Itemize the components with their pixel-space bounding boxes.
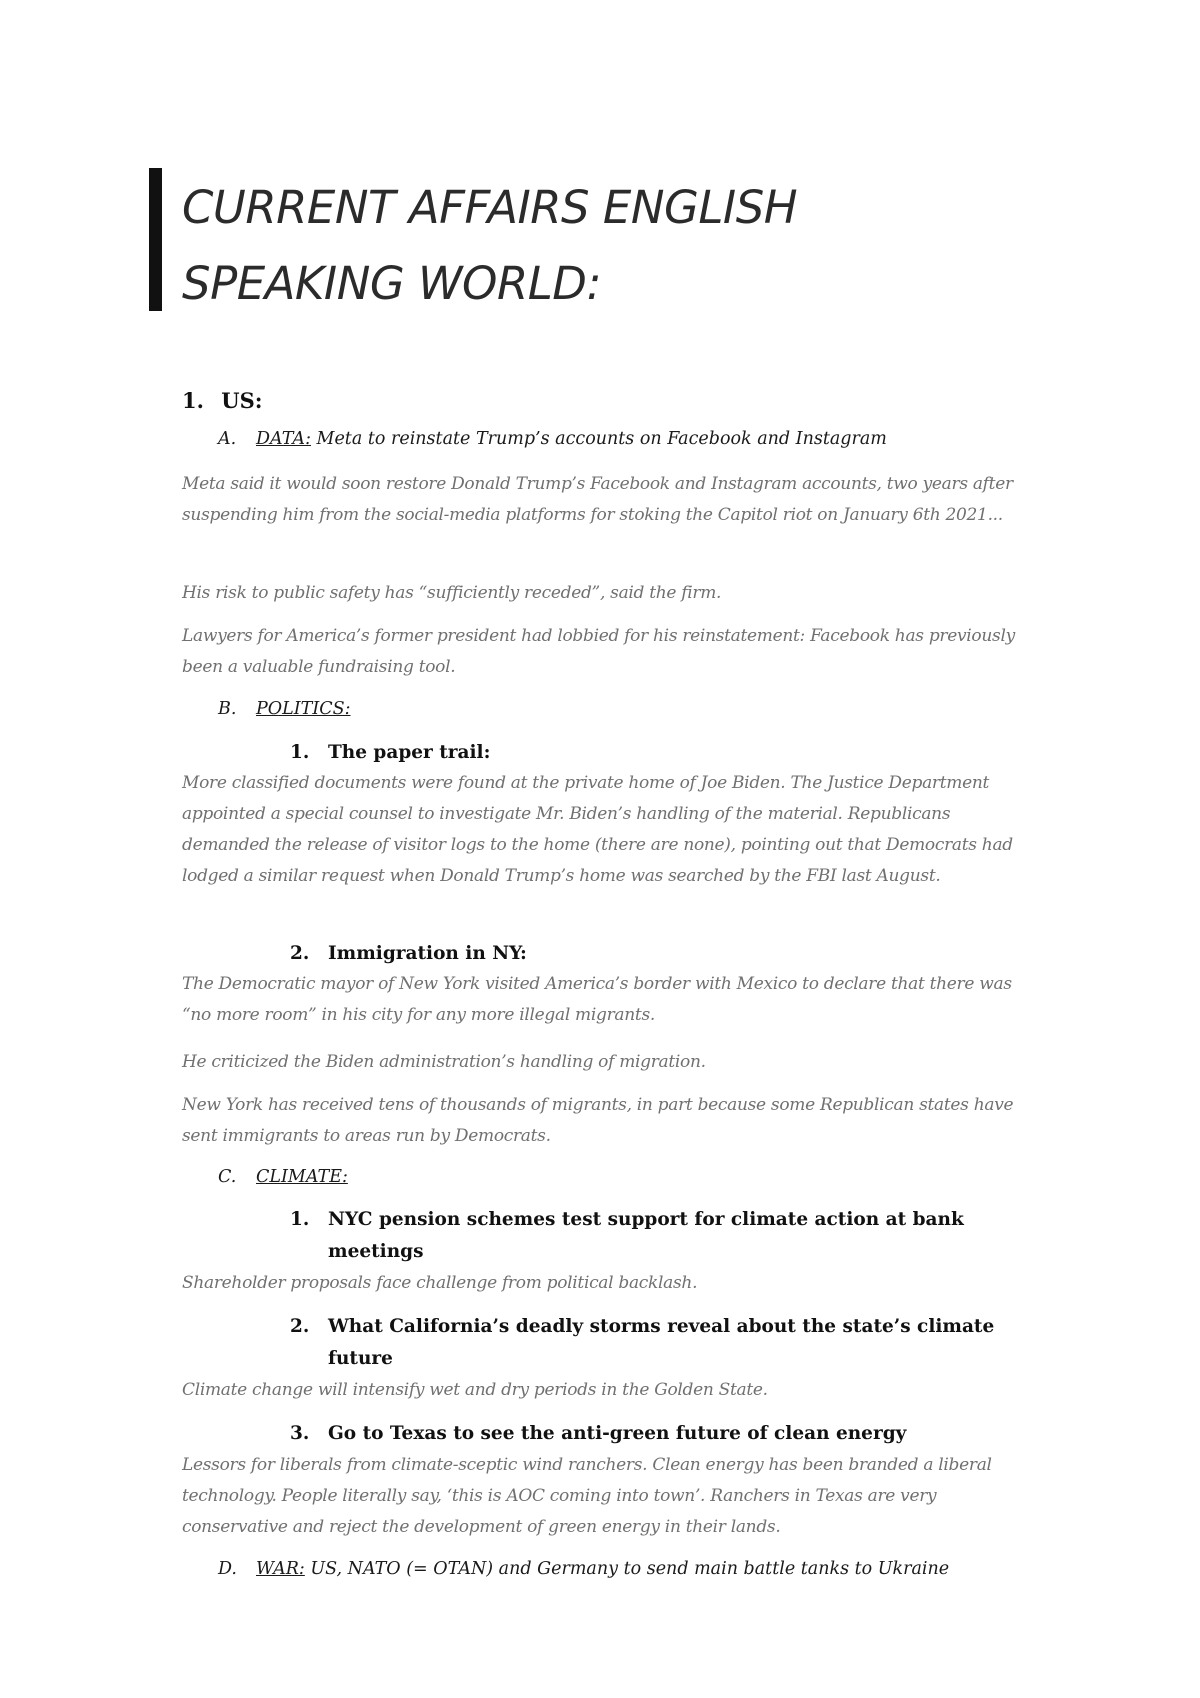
list-title: Go to Texas to see the anti-green future of clean energy bbox=[328, 1423, 907, 1444]
list-title: What California’s deadly storms reveal about the state’s climate future bbox=[328, 1316, 995, 1369]
title-accent-bar bbox=[149, 168, 162, 311]
list-number: 2. bbox=[290, 943, 310, 964]
subsection-title: US, NATO (= OTAN) and Germany to send main battle tanks to Ukraine bbox=[304, 1559, 950, 1579]
list-item-heading bbox=[290, 938, 1028, 970]
paragraph: Meta said it would soon restore Donald Trump’s Facebook and Instagram accounts, two years after suspending him from the social-media platforms for stoking the Capitol riot on January 6th 2021... bbox=[182, 474, 1013, 525]
list-title: Immigration in NY: bbox=[328, 943, 527, 964]
subsection-label: CLIMATE: bbox=[256, 1167, 348, 1187]
title-line-2: SPEAKING WORLD: bbox=[182, 257, 602, 310]
paragraph: New York has received tens of thousands of migrants, in part because some Republican states have sent immigrants to areas run by Democrats. bbox=[182, 1095, 1014, 1146]
title-line-1: CURRENT AFFAIRS ENGLISH bbox=[182, 181, 798, 234]
section-heading-us bbox=[182, 388, 262, 413]
list-item-heading bbox=[290, 1204, 1028, 1268]
list-title: NYC pension schemes test support for climate action at bank meetings bbox=[328, 1209, 964, 1262]
subsection-label: DATA: bbox=[256, 429, 311, 449]
paragraph: Lessors for liberals from climate-sceptic wind ranchers. Clean energy has been branded a liberal technology. People literally say, ‘this is AOC coming into town’. Ranchers in Texas are very conservative and reject the development of green energy in their lands. bbox=[182, 1455, 992, 1537]
subsection-letter: B. bbox=[218, 699, 237, 719]
list-number: 1. bbox=[290, 742, 310, 763]
paragraph: Lawyers for America’s former president had lobbied for his reinstatement: Facebook has previously been a valuable fundraising tool. bbox=[182, 626, 1015, 677]
paragraph: Climate change will intensify wet and dry periods in the Golden State. bbox=[182, 1380, 768, 1400]
paragraph: The Democratic mayor of New York visited America’s border with Mexico to declare that there was “no more room” in his city for any more illegal migrants. bbox=[182, 974, 1012, 1025]
list-number: 2. bbox=[290, 1316, 310, 1337]
subsection-letter: C. bbox=[218, 1167, 237, 1187]
subsection-b-heading bbox=[218, 699, 351, 719]
subsection-d-heading bbox=[218, 1559, 949, 1579]
subsection-a-heading bbox=[218, 429, 887, 449]
section-label: US: bbox=[221, 388, 263, 413]
subsection-c-heading bbox=[218, 1167, 348, 1187]
list-item-heading bbox=[290, 737, 1028, 769]
list-title: The paper trail: bbox=[328, 742, 491, 763]
paragraph: He criticized the Biden administration’s handling of migration. bbox=[182, 1052, 706, 1072]
list-number: 3. bbox=[290, 1423, 310, 1444]
paragraph: More classified documents were found at the private home of Joe Biden. The Justice Department appointed a special counsel to investigate Mr. Biden’s handling of the material. Republicans demanded the release of visitor logs to the home (there are none), pointing out that Democrats had lodged a similar request when Donald Trump’s home was searched by the FBI last August. bbox=[182, 773, 1013, 886]
page-title bbox=[182, 170, 1132, 322]
subsection-title: Meta to reinstate Trump’s accounts on Facebook and Instagram bbox=[310, 429, 887, 449]
list-item-heading bbox=[290, 1311, 1028, 1375]
paragraph: His risk to public safety has “sufficiently receded”, said the firm. bbox=[182, 583, 722, 603]
paragraph: Shareholder proposals face challenge from political backlash. bbox=[182, 1273, 698, 1293]
list-item-heading bbox=[290, 1418, 1028, 1450]
section-number: 1. bbox=[182, 388, 204, 413]
list-number: 1. bbox=[290, 1209, 310, 1230]
subsection-label: POLITICS: bbox=[256, 699, 351, 719]
subsection-letter: A. bbox=[218, 429, 237, 449]
subsection-letter: D. bbox=[218, 1559, 237, 1579]
subsection-label: WAR: bbox=[256, 1559, 305, 1579]
